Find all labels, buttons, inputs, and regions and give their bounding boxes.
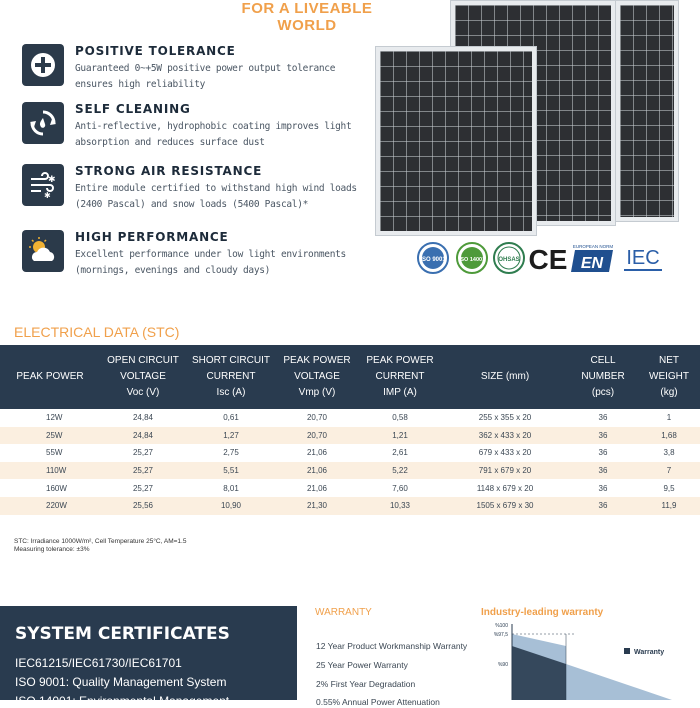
solar-panel-back [615,0,679,222]
table-cell: 36 [598,413,608,423]
wind-snow-icon [22,164,64,206]
table-cell: 10,90 [220,501,242,511]
table-cell: 1 [666,413,672,423]
legend-swatch [624,648,630,654]
table-cell: 0,61 [223,413,239,423]
table-cell: 24,84 [132,413,154,423]
feature-strong-air-resistance [22,164,362,212]
table-cell: 25W [46,430,63,440]
table-row [0,497,700,515]
table-cell: 2,75 [223,448,239,458]
feature-positive-tolerance [22,44,362,92]
feature-title: HIGH PERFORMANCE [75,230,229,244]
tagline: FOR A LIVEABLE WORLD [241,0,373,34]
table-cell: 21,06 [306,466,328,476]
table-cell: 1505 x 679 x 30 [476,501,534,511]
table-cell: 11,9 [661,501,677,511]
table-cell: 160W [46,483,67,493]
table-cell: 25,27 [132,483,154,493]
chart-title: Industry-leading warranty [481,607,604,618]
table-row [0,444,700,462]
y-tick-label: %100 [495,623,508,629]
svg-text:EN: EN [580,255,604,272]
certificate-line: ISO 9001: Quality Management System [15,675,227,689]
table-cell: 10,33 [389,501,411,511]
warranty-chart [476,620,700,700]
ce-mark-icon [528,242,568,274]
column-header: PEAK POWER CURRENT IMP (A) [366,355,434,398]
svg-text:ISO 9001: ISO 9001 [420,257,446,263]
sun-cloud-icon [22,230,64,272]
table-row [0,427,700,445]
system-certificates-title: SYSTEM CERTIFICATES [15,624,230,644]
feature-title: POSITIVE TOLERANCE [75,44,236,58]
feature-description: Anti-reflective, hydrophobic coating improves light absorption and reduces surface dust [75,121,352,148]
stc-note: STC: Irradiance 1000W/m², Cell Temperature 25°C, AM=1.5 Measuring tolerance: ±3% [14,538,187,553]
table-cell: 36 [598,483,608,493]
svg-text:✱: ✱ [48,175,56,185]
legend-label: Warranty [634,649,665,656]
warranty-item: 2% First Year Degradation [316,679,416,689]
table-cell: 36 [598,430,608,440]
column-header: PEAK POWER [16,371,84,382]
feature-description: Entire module certified to withstand high wind loads (2400 Pascal) and snow loads (5400 Pascal)* [75,183,357,210]
table-cell: 9,5 [663,483,675,493]
table-cell: 5,51 [223,466,239,476]
feature-description: Excellent performance under low light environments (mornings, evenings and cloudy days) [75,249,346,276]
column-header: PEAK POWER VOLTAGE Vmp (V) [283,355,351,398]
column-header: CELL NUMBER (pcs) [581,355,625,398]
table-row [0,409,700,427]
table-cell: 25,27 [132,466,154,476]
plus-circle-icon [22,44,64,86]
svg-text:CE: CE [528,244,568,275]
table-cell: 24,84 [132,430,154,440]
table-cell: 25,56 [132,501,154,511]
table-cell: 55W [46,448,63,458]
table-cell: 7 [666,466,672,476]
column-header: OPEN CIRCUIT VOLTAGE Voc (V) [107,355,179,398]
table-cell: 8,01 [223,483,239,493]
svg-text:✱: ✱ [44,191,51,200]
warranty-item: 0.55% Annual Power Attenuation [316,697,440,707]
y-tick-label: %97,5 [493,632,508,638]
feature-title: STRONG AIR RESISTANCE [75,164,263,178]
column-header: SIZE (mm) [480,371,530,382]
table-cell: 791 x 679 x 20 [478,466,532,476]
table-cell: 220W [46,501,67,511]
table-row [0,462,700,480]
ohsas-badge-icon [492,242,526,274]
table-cell: 1,27 [223,430,239,440]
feature-high-performance [22,230,362,278]
table-cell: 21,30 [306,501,328,511]
table-header-row [0,345,700,409]
table-cell: 21,06 [306,448,328,458]
svg-text:ISO 14001: ISO 14001 [458,257,486,263]
svg-text:OHSAS: OHSAS [498,257,520,263]
feature-description: Guaranteed 0~+5W positive power output tolerance ensures high reliability [75,63,336,90]
certificate-line: ISO 14001: Environmental Management [15,694,230,708]
table-cell: 1,68 [661,430,677,440]
solar-panel-front [375,46,537,236]
table-cell: 36 [598,501,608,511]
table-cell: 1,21 [392,430,408,440]
column-header: NET WEIGHT (kg) [649,355,689,398]
table-cell: 25,27 [132,448,154,458]
warranty-item: 25 Year Power Warranty [316,660,408,670]
table-cell: 36 [598,466,608,476]
table-cell: 3,8 [663,448,675,458]
table-cell: 1148 x 679 x 20 [476,483,534,493]
table-cell: 255 x 355 x 20 [478,413,532,423]
electrical-data-table [0,345,700,515]
table-cell: 679 x 433 x 20 [478,448,532,458]
feature-title: SELF CLEANING [75,102,191,116]
table-cell: 12W [46,413,63,423]
warranty-item: 12 Year Product Workmanship Warranty [316,641,468,651]
iso9001-badge-icon [416,242,450,274]
warranty-title: WARRANTY [315,607,372,618]
table-row [0,479,700,497]
svg-text:EUROPEAN NORM: EUROPEAN NORM [572,244,614,249]
table-cell: 110W [46,466,67,476]
en-norm-badge-icon [571,242,615,274]
recycle-icon [22,102,64,144]
table-cell: 7,60 [392,483,408,493]
feature-self-cleaning [22,102,362,150]
table-cell: 21,06 [306,483,328,493]
table-cell: 0,58 [392,413,408,423]
table-cell: 362 x 433 x 20 [478,430,532,440]
electrical-data-title: ELECTRICAL DATA (STC) [14,324,180,340]
table-cell: 36 [598,448,608,458]
column-header: SHORT CIRCUIT CURRENT Isc (A) [192,355,270,398]
y-tick-label: %90 [497,662,508,668]
table-cell: 2,61 [392,448,408,458]
iso14001-badge-icon [455,242,489,274]
system-certificates-panel [0,606,297,708]
table-cell: 20,70 [306,430,328,440]
certificate-line: IEC61215/IEC61730/IEC61701 [15,656,182,670]
svg-text:IEC: IEC [626,247,660,269]
iec-badge-icon [622,242,664,274]
table-cell: 5,22 [392,466,408,476]
table-cell: 20,70 [306,413,328,423]
